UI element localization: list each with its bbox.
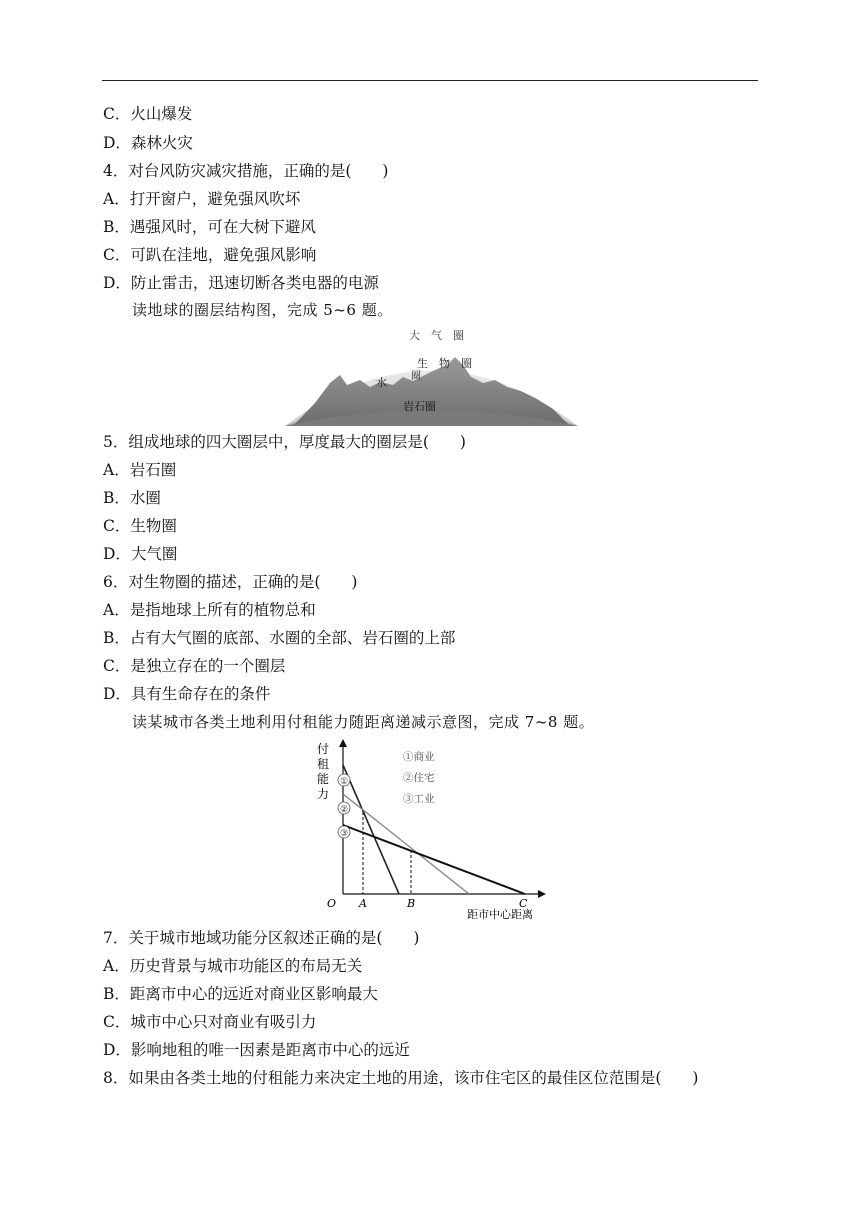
header-rule — [102, 80, 758, 81]
tick-a: A — [359, 897, 367, 910]
option-a-q6: A．是指地球上所有的植物总和 — [103, 601, 316, 619]
label-biosphere: 生 物 圈 — [417, 357, 472, 370]
y-axis-arrow — [339, 739, 347, 747]
marker-1: ① — [340, 777, 349, 787]
y-label-2: 租 — [317, 757, 330, 771]
y-label-4: 力 — [317, 787, 330, 801]
bid-rent-chart — [310, 737, 550, 923]
option-a-q5: A．岩石圈 — [103, 461, 177, 479]
option-d-q6: D．具有生命存在的条件 — [103, 685, 271, 703]
tick-b: B — [407, 897, 416, 910]
lead-in-5-6: 读地球的圈层结构图，完成 5~6 题。 — [132, 301, 393, 319]
option-b-q5: B．水圈 — [103, 489, 161, 507]
option-d-q5: D．大气圈 — [103, 545, 178, 563]
label-atmosphere: 大 气 圈 — [409, 329, 464, 342]
label-lithosphere: 岩石圈 — [403, 400, 436, 413]
earth-spheres-figure — [285, 325, 578, 426]
legend-residential: ②住宅 — [403, 772, 435, 784]
y-label-3: 能 — [317, 772, 330, 786]
y-label-1: 付 — [317, 742, 330, 756]
option-c-q6: C．是独立存在的一个圈层 — [103, 657, 286, 675]
option-c-q4: C．可趴在洼地，避免强风影响 — [103, 246, 317, 264]
marker-3: ③ — [340, 829, 349, 839]
industry-line — [343, 825, 525, 894]
option-b-q7: B．距离市中心的远近对商业区影响最大 — [103, 985, 378, 1003]
x-axis-label: 距市中心距离 — [467, 908, 533, 921]
question-6: 6．对生物圈的描述，正确的是( ) — [103, 573, 358, 591]
option-d-q4: D．防止雷击，迅速切断各类电器的电源 — [103, 274, 379, 292]
option-d-q3: D．森林火灾 — [103, 134, 193, 152]
option-d-q7: D．影响地租的唯一因素是距离市中心的远近 — [103, 1041, 410, 1059]
question-7: 7．关于城市地域功能分区叙述正确的是( ) — [103, 929, 420, 947]
option-b-q6: B．占有大气圈的底部、水圈的全部、岩石圈的上部 — [103, 629, 456, 647]
label-hydrosphere-2: 圈 — [411, 371, 421, 382]
x-axis-arrow — [538, 890, 546, 898]
legend-commerce: ①商业 — [403, 751, 435, 763]
origin-label: O — [327, 897, 337, 910]
commerce-line — [343, 765, 399, 894]
label-hydrosphere-1: 水 — [376, 376, 387, 389]
question-4: 4．对台风防灾减灾措施，正确的是( ) — [103, 162, 389, 180]
option-c-q5: C．生物圈 — [103, 517, 177, 535]
question-5: 5．组成地球的四大圈层中，厚度最大的圈层是( ) — [103, 433, 466, 451]
option-c-q7: C．城市中心只对商业有吸引力 — [103, 1013, 317, 1031]
tick-c: C — [519, 897, 528, 910]
option-c-q3: C．火山爆发 — [103, 105, 193, 123]
residential-line — [343, 794, 469, 894]
option-a-q4: A．打开窗户，避免强风吹坏 — [103, 190, 301, 208]
lead-in-7-8: 读某城市各类土地利用付租能力随距离递减示意图，完成 7~8 题。 — [132, 713, 595, 731]
option-a-q7: A．历史背景与城市功能区的布局无关 — [103, 957, 363, 975]
legend-industry: ③工业 — [403, 793, 435, 805]
option-b-q4: B．遇强风时，可在大树下避风 — [103, 218, 316, 236]
question-8: 8．如果由各类土地的付租能力来决定土地的用途，该市住宅区的最佳区位范围是( ) — [103, 1069, 699, 1087]
marker-2: ② — [340, 805, 349, 815]
